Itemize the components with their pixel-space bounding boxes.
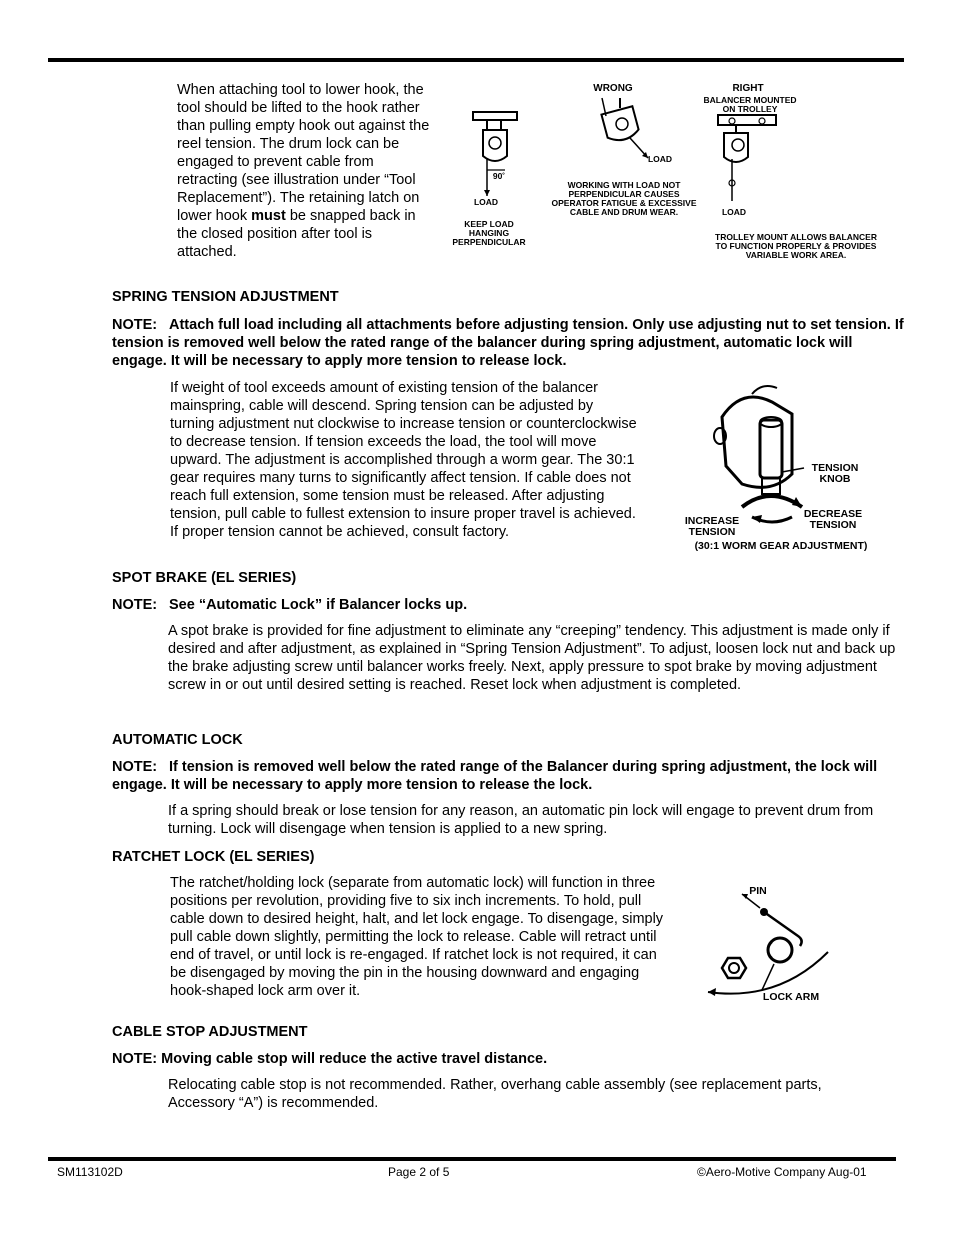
- tension-knob-label: TENSION KNOB: [811, 462, 859, 485]
- load-label-left: LOAD: [473, 197, 499, 207]
- footer-doc-id: SM113102D: [57, 1165, 123, 1179]
- cable-note: NOTE: Moving cable stop will reduce the active travel distance.: [112, 1051, 548, 1067]
- increase-tension-label: INCREASE TENSION: [684, 515, 740, 538]
- balancer-left-illustration: [465, 108, 525, 208]
- balancer-right-illustration: [712, 113, 782, 213]
- spring-heading: SPRING TENSION ADJUSTMENT: [112, 289, 339, 305]
- load-label-wrong: LOAD: [647, 154, 673, 164]
- load-label-right: LOAD: [721, 207, 747, 217]
- footer-page-number: Page 2 of 5: [388, 1165, 450, 1179]
- wrong-label: WRONG: [593, 83, 633, 94]
- ratchet-heading: RATCHET LOCK (EL SERIES): [112, 849, 315, 865]
- top-rule: [48, 58, 904, 62]
- auto-heading: AUTOMATIC LOCK: [112, 732, 243, 748]
- auto-body: If a spring should break or lose tension for any reason, an automatic pin lock will engage to prevent drum from turning. Lock will disengage when tension is applied to a new spring.: [168, 803, 874, 837]
- right-subtitle: BALANCER MOUNTED ON TROLLEY: [703, 95, 797, 114]
- auto-note: NOTE: If tension is removed well below the rated range of the Balancer during spring adjustment, the lock will engage. It will be necessary to apply more tension to release the lock.: [112, 759, 878, 793]
- wrong-caption: WORKING WITH LOAD NOT PERPENDICULAR CAUSES OPERATOR FATIGUE & EXCESSIVE CABLE AND DRUM WEAR.: [551, 180, 697, 217]
- angle-label: 90˚: [492, 171, 506, 181]
- ratchet-body: The ratchet/holding lock (separate from automatic lock) will function in three positions per revolution, providing five to six inch increments. To hold, pull cable down to desired height, halt, and let lock engage. To disengage, simply pull cable down slightly, permitting the lock to release. Cable will retract until end of travel, or until lock is re-engaged. If ratchet lock is not required, it can be disengaged by moving the pin in the housing downward and engaging hook-shaped lock arm over it.: [170, 875, 664, 999]
- right-label: RIGHT: [732, 83, 764, 94]
- keep-load-caption: KEEP LOAD HANGING PERPENDICULAR: [452, 219, 526, 247]
- spring-body: If weight of tool exceeds amount of existing tension of the balancer mainspring, cable will descend. Spring tension can be adjusted by turning adjustment nut clockwise to increase tension or counterclockwise to decrease tension. If tension exceeds the load, the tool will move upward. The adjustment is accomplished through a worm gear. The 30:1 gear requires many turns to significantly affect tension. If cable does not reach full extension, some tension must be released. After adjusting tension, pull cable to fullest extension to insure proper travel is achieved. If proper tension cannot be achieved, consult factory.: [170, 380, 637, 540]
- worm-gear-caption: (30:1 WORM GEAR ADJUSTMENT): [694, 540, 868, 552]
- footer-copyright: ©Aero-Motive Company Aug-01: [697, 1165, 867, 1179]
- cable-heading: CABLE STOP ADJUSTMENT: [112, 1024, 308, 1040]
- spot-heading: SPOT BRAKE (EL SERIES): [112, 570, 297, 586]
- lock-arm-label: LOCK ARM: [762, 991, 820, 1003]
- spring-note: NOTE: Attach full load including all attachments before adjusting tension. Only use adjusting nut to set tension. If tension is removed well below the rated range of the balancer during spring adjustment, automatic lock will engage. It will be necessary to apply more tension to release lock.: [112, 317, 904, 369]
- spot-note: NOTE: See “Automatic Lock” if Balancer locks up.: [112, 597, 468, 613]
- right-caption: TROLLEY MOUNT ALLOWS BALANCER TO FUNCTION PROPERLY & PROVIDES VARIABLE WORK AREA.: [715, 232, 877, 260]
- intro-paragraph: When attaching tool to lower hook, the tool should be lifted to the hook rather than pulling empty hook out against the reel tension. The drum lock can be engaged to prevent cable from retracting (see illustration under “Tool Replacement”). The retaining latch on lower hook must be snapped back in the closed position after tool is attached.: [177, 82, 430, 260]
- pin-label: PIN: [749, 885, 767, 897]
- decrease-tension-label: DECREASE TENSION: [803, 508, 863, 531]
- spot-body: A spot brake is provided for fine adjustment to eliminate any “creeping” tendency. This adjustment is made only if desired and after adjustment, as explained in “Spring Tension Adjustment”. To adjust, loosen lock nut and back up the brake adjusting screw until balancer works freely. Next, apply pressure to spot brake by moving adjustment screw in or out until desired setting is reached. Reset lock when adjustment is completed.: [168, 623, 896, 693]
- ratchet-lock-illustration: [702, 882, 852, 1004]
- bottom-rule: [48, 1157, 896, 1161]
- cable-body: Relocating cable stop is not recommended. Rather, overhang cable assembly (see replacement parts, Accessory “A”) is recommended.: [168, 1077, 822, 1111]
